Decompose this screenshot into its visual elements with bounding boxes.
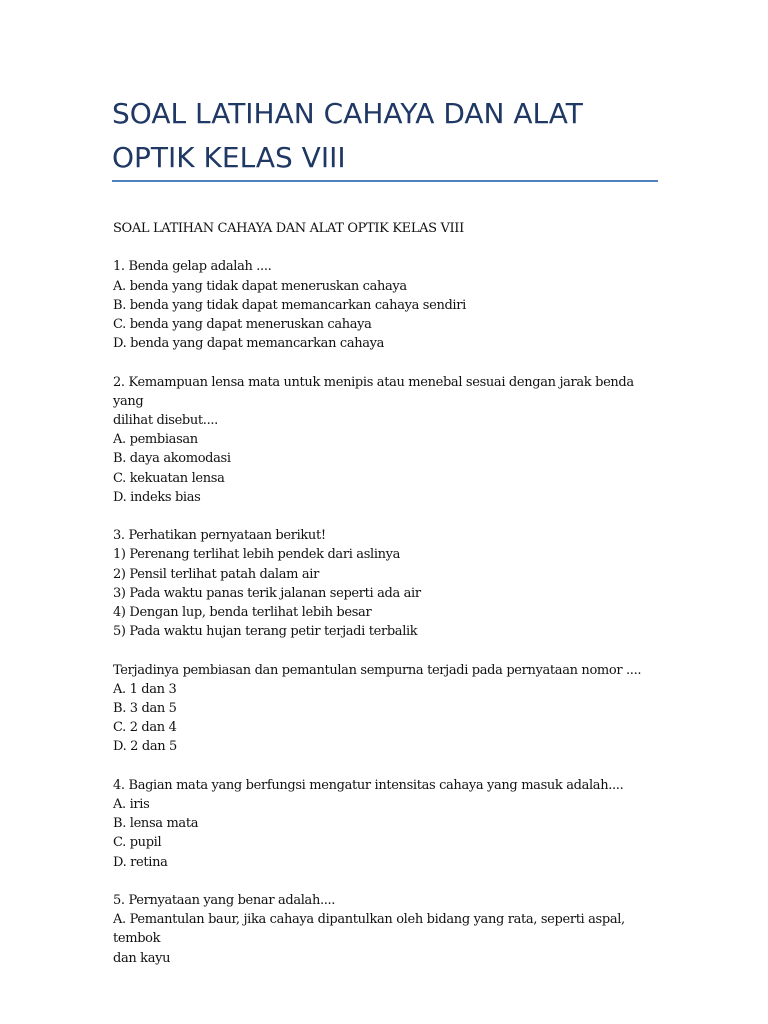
blank-line [113,507,658,526]
text-line: A. 1 dan 3 [113,681,177,697]
text-line: C. pupil [113,835,162,851]
text-line: C. 2 dan 4 [113,720,177,736]
blank-line [113,757,658,776]
text-line: B. 3 dan 5 [113,701,177,717]
text-line: C. kekuatan lensa [113,470,225,486]
text-line: 3. Perhatikan pernyataan berikut! [113,528,326,544]
blank-line [113,353,658,372]
text-line: 1. Benda gelap adalah .... [113,259,272,275]
blank-line [113,872,658,891]
text-line: B. lensa mata [113,816,199,832]
text-line: 2) Pensil terlihat patah dalam air [113,566,319,582]
document-title: SOAL LATIHAN CAHAYA DAN ALAT OPTIK KELAS VIII [112,97,583,174]
text-line: Terjadinya pembiasan dan pemantulan sempurna terjadi pada pernyataan nomor .... [113,662,642,678]
text-line: D. 2 dan 5 [113,739,177,755]
text-line: B. benda yang tidak dapat memancarkan cahaya sendiri [113,297,466,313]
text-line: dilihat disebut.... [113,413,218,428]
text-line: 5) Pada waktu hujan terang petir terjadi terbalik [113,624,418,640]
text-line: 1) Perenang terlihat lebih pendek dari aslinya [113,547,401,563]
title-divider [112,180,658,182]
text-line: A. pembiasan [113,432,198,448]
document-body [113,219,658,968]
text-line: SOAL LATIHAN CAHAYA DAN ALAT OPTIK KELAS VIII [113,221,464,236]
text-line: 4) Dengan lup, benda terlihat lebih besar [113,605,372,621]
text-line: 2. Kemampuan lensa mata untuk menipis atau menebal sesuai dengan jarak benda yang [113,374,638,409]
text-line: dan kayu [113,950,171,966]
text-line: D. indeks bias [113,489,201,505]
text-line: D. retina [113,854,168,870]
text-line: 3) Pada waktu panas terik jalanan seperti ada air [113,585,421,601]
text-line: 4. Bagian mata yang berfungsi mengatur intensitas cahaya yang masuk adalah.... [113,777,624,793]
text-line: A. benda yang tidak dapat meneruskan cahaya [113,278,407,294]
text-line: B. daya akomodasi [113,451,231,467]
text-line: 5. Pernyataan yang benar adalah.... [113,893,336,909]
text-line: A. iris [113,797,150,813]
blank-line [113,238,658,257]
blank-line [113,641,658,660]
text-line: D. benda yang dapat memancarkan cahaya [113,336,385,352]
text-line: C. benda yang dapat meneruskan cahaya [113,317,372,332]
text-line: A. Pemantulan baur, jika cahaya dipantulkan oleh bidang yang rata, seperti aspal, tembok [113,912,629,947]
